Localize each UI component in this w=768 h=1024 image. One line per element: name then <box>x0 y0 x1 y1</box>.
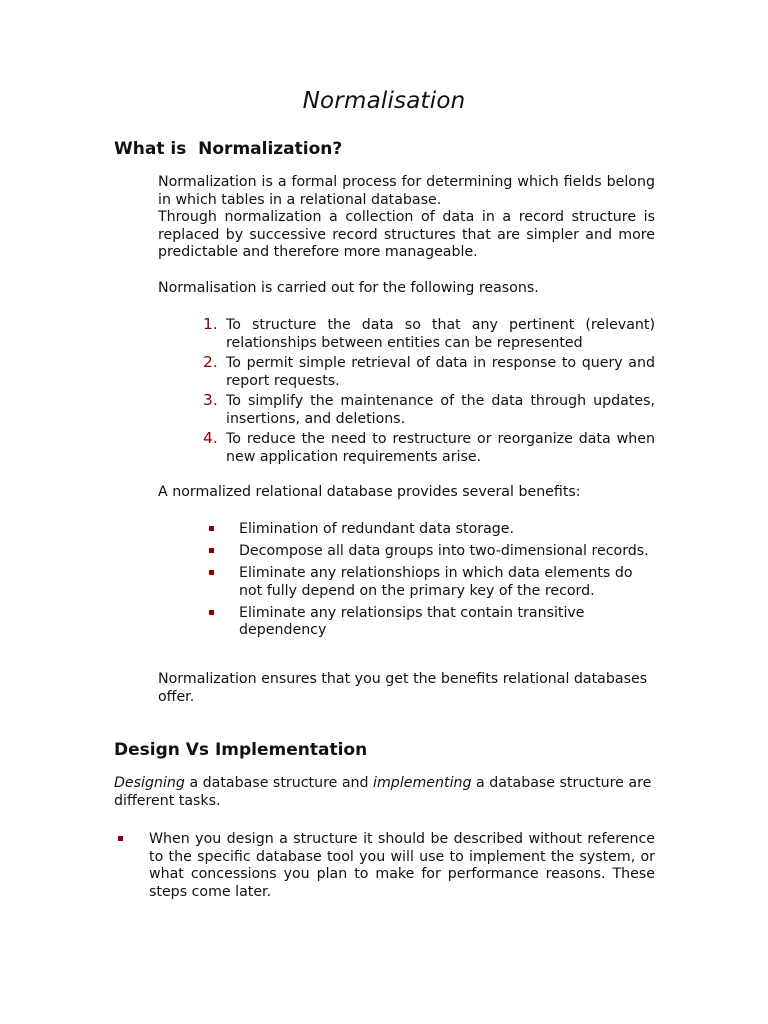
square-bullet-icon <box>209 610 214 615</box>
list-number: 3. <box>203 391 218 409</box>
list-item <box>206 565 656 600</box>
list-item <box>200 430 655 466</box>
list-item-text: Eliminate any relationsips that contain transitive dependency <box>239 604 585 638</box>
paragraph-design-intro <box>114 775 655 810</box>
paragraph-benefits-intro: A normalized relational database provides several benefits: <box>158 484 581 500</box>
paragraph-definition: Normalization is a formal process for determining which fields belong in which tables in a relational database. <box>158 174 655 208</box>
square-bullet-icon <box>209 526 214 531</box>
section-heading-what-is-normalization: What is Normalization? <box>114 139 343 159</box>
list-number: 4. <box>203 429 218 447</box>
list-item <box>200 392 655 428</box>
section-heading-design-vs-implementation: Design Vs Implementation <box>114 740 368 760</box>
list-item <box>115 831 655 901</box>
emphasis-designing: Designing <box>114 775 185 791</box>
reasons-list <box>200 316 655 468</box>
list-item <box>206 521 656 539</box>
intro-text-part: a database structure are different tasks. <box>114 775 652 809</box>
design-list <box>115 831 655 901</box>
intro-text-part: a database structure and <box>184 775 374 791</box>
list-item-text: To structure the data so that any pertinent (relevant) relationships between entities can be represented <box>226 317 655 351</box>
paragraph-reasons-intro: Normalisation is carried out for the following reasons. <box>158 280 539 296</box>
list-item <box>200 354 655 390</box>
list-item <box>200 316 655 352</box>
list-item-text: When you design a structure it should be described without reference to the specific database tool you will use to implement the system, or what concessions you plan to make for performance reasons. These steps come later. <box>149 831 655 900</box>
paragraph-process: Through normalization a collection of data in a record structure is replaced by successive record structures that are simpler and more predictable and therefore more manageable. <box>158 209 655 260</box>
page-title: Normalisation <box>302 88 466 114</box>
square-bullet-icon <box>209 570 214 575</box>
emphasis-implementing: implementing <box>373 775 472 791</box>
list-item-text: Decompose all data groups into two-dimensional records. <box>239 543 649 559</box>
list-number: 1. <box>203 315 218 333</box>
list-item-text: Elimination of redundant data storage. <box>239 521 515 537</box>
list-item-text: To permit simple retrieval of data in response to query and report requests. <box>226 355 655 389</box>
list-item <box>206 605 656 640</box>
list-number: 2. <box>203 353 218 371</box>
list-item-text: To simplify the maintenance of the data through updates, insertions, and deletions. <box>226 393 655 427</box>
list-item <box>206 543 656 561</box>
square-bullet-icon <box>118 836 123 841</box>
benefits-list <box>206 521 656 644</box>
list-item-text: Eliminate any relationshiops in which data elements do not fully depend on the primary key of the record. <box>239 565 633 599</box>
list-item-text: To reduce the need to restructure or reorganize data when new application requirements arise. <box>226 431 655 465</box>
paragraph-benefits-summary: Normalization ensures that you get the benefits relational databases offer. <box>158 671 648 705</box>
square-bullet-icon <box>209 548 214 553</box>
